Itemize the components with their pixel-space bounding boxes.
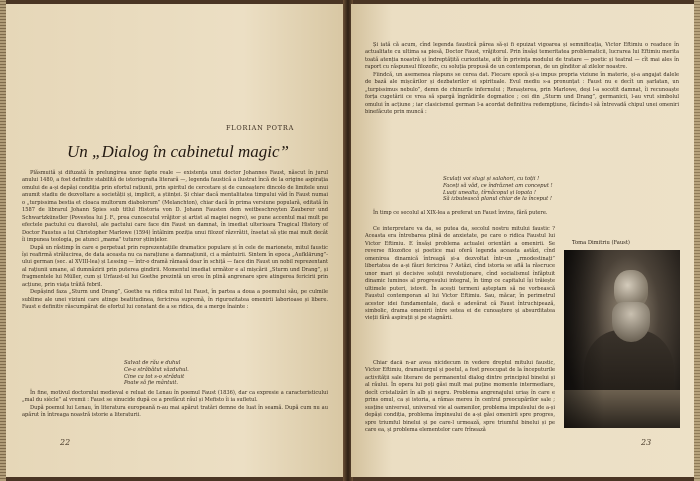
article-title: Un „Dialog în cabinetul magic” [67, 142, 289, 161]
right-verse [443, 176, 553, 203]
paragraph: După poemul lui Lenau, în literatura europeană n-au mai apărut tratări demne de luat în seamă. După cum nu au apărut în întreaga noastră istorie a literaturii. [22, 404, 328, 419]
paragraph: În timp ce secolul al XIX-lea a preferat un Faust învins, fără putere. [373, 210, 548, 216]
left-verse [124, 360, 189, 387]
right-body-middle-column [365, 226, 555, 346]
right-body-top [365, 42, 679, 172]
page-number-left: 22 [60, 438, 71, 447]
verse-line: Sculați voi slugi și salahori, cu toții ! [443, 176, 540, 182]
left-body-top [22, 170, 328, 358]
page-edge-right [694, 0, 700, 481]
verse-line: Cine ca tot s-o străduit [124, 373, 185, 380]
right-page [351, 4, 694, 477]
verse-line: Poate să fie mântuit. [124, 380, 179, 387]
actor-photo [564, 250, 680, 428]
left-body-bottom [22, 390, 328, 428]
verse-line: Ce-a străbătut văzduhul. [124, 366, 189, 373]
paragraph: Chiar dacă n-ar avea nicidecum în vedere dreptul mitului faustic, Victor Eftimiu, dramaturgul și poetul, a fost preocupat de la începuturile activității sale literare de permanentul dialog dintre principiul binelui și al răului. În opera lui poți găsi mult mai puține momente intermediare, decît cristalizări în alb și negru. Problema angrenajului uriaș în care e prins omul, ca și istoria, a rămas mereu în centrul preocupărilor sale ; susține universul, universul vie al oamenilor, problema impulsului de a-și depăși condiția, problema împinsului de a-și găsi omenirii spre progres, spre triumful binelui și pe care-l urmează, spre triumful binelui și pe care ea, și problema elementelor care frînează [365, 360, 555, 434]
photo-caption: Toma Dimitriu (Faust) [572, 240, 630, 246]
paragraph: Fiindcă, un asemenea răspuns se cerea dat. Fiecare epocă și-a impus propria viziune în materie, și-a angajat dalele de bază ale mișcărilor și dezbaterilor ei spirituale. Evul mediu s-a pronunțat : Faust nu e decît un șarlatan, un „turpissimus nebulo”, demn de chinurile infernului ; Renașterea, prin Marlowe, deși l-a socotit damnat, îi recunoaște forța cugetării ce vrea să spargă îngrădirile dogmatice ; cei din „Sturm und Drang”, germanicii, l-au vrut simbolul omului în acțiune ; iar clasicismul german l-a acordat definitiva redempțiune, făcîndu-l să întrevadă chipul unei omeniri binefăcute prin muncă : [365, 71, 679, 116]
paragraph: Și iată că acum, cînd legenda faustică părea să-și fi epuizat vigoarea și semnificația, Victor Eftimiu o readuce în actualitate cu ultima sa piesă, Doctor Faust, vrăjitorul. Prin însăși temeritatea problematicii, lucrarea lui Eftimiu merita toată atenția noastră și îndreptățită curiozitate, atît în privința modului de tratare — poetic și teatral — cît mai ales în raport cu răspunsul filozofic, cu soluția propusă de un contemporan, de un gînditor al zilelor noastre. [365, 42, 679, 71]
photo-shadow [564, 250, 604, 428]
verse-line: Să izbutească planul chiar de la început ! [443, 196, 552, 203]
author-name: FLORIAN POTRA [226, 124, 295, 132]
page-number-right: 23 [641, 438, 652, 447]
paragraph: După un răstimp în care e perpetuat prin reprezentațiile dramatice populare și în cele de marionete, mitul faustic își reafirmă strălucirea, de data aceasta nu ca narațiune a damnațiunii, ci a mântuirii. Sintem în epoca „Aufklärung”-ului german (sec. al XVIII-lea) și Lessing — într-o dramă rămasă doar în schiță — face din Faust un nobil reprezentant al rațiunii umane, al dumnăzirii prin puterea gindirii. Momentul imediat următor e al mișcării „Sturm und Drang”, și fragmentele lui Müller, cum și Urfaust-ul lui Goethe prezintă un erou în plină angrenare spre atingerea fericirii prin acțiune, prin viața trăită febril. [22, 244, 328, 288]
verse-line: Faceți să văd, ce îndrăznet am conceput ! [443, 182, 553, 189]
paragraph: Ce interpretare va da, se putea da, secolul nostru mitului faustic ? Aceasta era întrebarea plină de anxietate, pe care o ridica Faustul lui Victor Eftimiu. E însăși problema actualei orientări a omenirii. Se reverse filozofice și poetice mai oferă legenda aceasta astăzi, cînd omenirea dinamică întreagă și-a dezvoltat într-un „rmodestinați” libertatea de a-și făuri fericirea ? Astăzi, cînd istoria se află la răscruce unor mari și decisive soluții revoluționare, cînd socialismul înfăptuit dinamic luminos al progresului integral, în timp ce capitalul își trăiește ultimele puteri, istovit. În acești termeni așteptam să ne vorbească Faustul contemporan al lui Victor Eftimiu. Sau, măcar, în perimetrul acestor idei fundamentale, dacă e adevărat că Faust întruchipează, simbolic, drama omenirii între setea ei de cunoaștere și absurditatea vieții fără aspirații și pe stagnării. [365, 226, 555, 322]
photo-beard [612, 302, 650, 342]
verse-line: Luați unealta, tîrnăcopul și lopata ! [443, 189, 536, 196]
paragraph: Depășind faza „Sturm und Drang”, Goethe va ridica mitul lui Faust, în partea a doua a poemului său, pe culmile sublime ale unei viziuni care atinge beatitudinea, fericirea supremă, în rigurozitatea omenirii laborioase și libere. Faust e definitiv răscumpărat de efortul lui constant de a se ridica, de a merge înainte : [22, 289, 328, 311]
paragraph: Plăsmuită și difuzată în prelungirea unor fapte reale — existența unui doctor Johannes Faust, născut în jurul anului 1480, a fost definitiv stabilită de istoriografia literară —, legenda faustică a ilustrat încă de la origine aspirația omului de a-și depăși condiția prin efortul rațiunii, prin spiritul de cercetare și de cunoaștere dincolo de limitele unui anumit stadiu de dezvoltare a societății și, implicit, a științei. Și chiar dacă mentalitatea timpului văd în Faust numai o „turpissima bestia et cloaca multorum diabolorum” (Melanchton), chiar dacă în prima versiune populară, editată în 1587 de librarul Johann Spies sub titlul Historia von D. Johann Fausten dem weitbeschreyten Zauberer und Schwartzkünstler (Povestea lui J. F., prea cunoscutul vrăjitor și artist al magiei negre), se pune accentul mai mult pe efectele pactului cu diavolul, ale pactului care face din Faust un damnat, în imediat ulterioara Tragical History of Doctor Faustus a lui Christopher Marlowe (1594) întâlnim poziția unui filozof răzvrătit, însetat să știe mai mult decât îi impunea teologia, pe atunci „mama” tuturor științelor. [22, 170, 328, 244]
verse-line: Salvat de rău e duhul [124, 360, 181, 366]
left-page [6, 4, 345, 477]
right-body-bottom [365, 360, 555, 450]
paragraph: În fine, motivul doctorului medieval e reluat de Lenau în poemul Faust (1836), dar ca expresie a caracteristicului „mal du siècle” al vremii : Faust se sinucide după ce a prefăcut răul și Mefisto îi ia sufletul. [22, 390, 328, 404]
